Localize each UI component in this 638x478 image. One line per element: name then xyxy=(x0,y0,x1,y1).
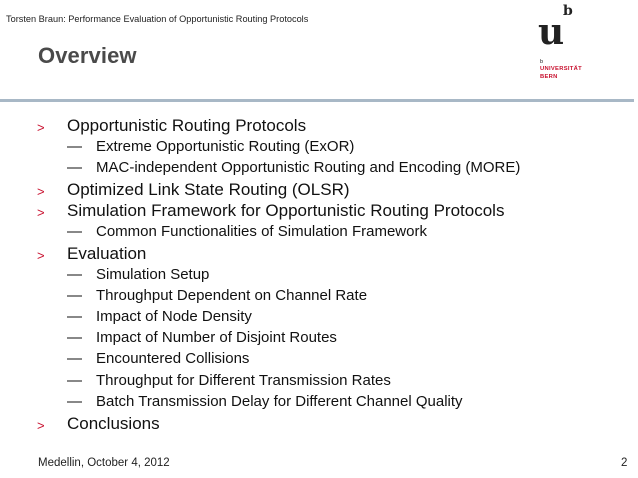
sub-bullet-dash: — xyxy=(67,137,82,155)
sub-bullet-dash: — xyxy=(67,158,82,176)
bullet-marker: > xyxy=(37,248,45,264)
bullet-item: Evaluation xyxy=(67,244,147,264)
footer-date: Medellin, October 4, 2012 xyxy=(38,457,170,469)
slide-title: Overview xyxy=(38,43,137,68)
sub-bullet-item: Simulation Setup xyxy=(96,265,210,283)
university-logo xyxy=(538,4,608,84)
logo-superscript-b: b xyxy=(563,3,573,19)
page-number: 2 xyxy=(621,457,628,469)
logo-ub-glyph: u xyxy=(538,11,565,53)
sub-bullet-item: Impact of Number of Disjoint Routes xyxy=(96,329,337,347)
sub-bullet-dash: — xyxy=(67,329,82,347)
bullet-item: Optimized Link State Routing (OLSR) xyxy=(67,179,350,199)
sub-bullet-item: Impact of Node Density xyxy=(96,308,252,325)
sub-bullet-dash: — xyxy=(67,392,82,410)
sub-bullet-dash: — xyxy=(67,371,82,389)
logo-small-b: b xyxy=(540,59,544,65)
bullet-marker: > xyxy=(37,205,45,221)
bullet-item: Conclusions xyxy=(67,414,160,433)
sub-bullet-dash: — xyxy=(67,286,82,304)
sub-bullet-dash: — xyxy=(67,265,82,283)
bullet-marker: > xyxy=(37,120,45,135)
running-header: Torsten Braun: Performance Evaluation of Opportunistic Routing Protocols xyxy=(6,14,309,24)
title-divider xyxy=(0,99,634,102)
sub-bullet-dash: — xyxy=(67,308,82,325)
sub-bullet-item: Batch Transmission Delay for Different Channel Quality xyxy=(96,392,463,410)
logo-bern: BERN xyxy=(540,74,558,80)
sub-bullet-item: Throughput for Different Transmission Rates xyxy=(96,371,391,389)
sub-bullet-dash: — xyxy=(67,350,82,368)
bullet-item: Simulation Framework for Opportunistic Routing Protocols xyxy=(67,201,505,221)
sub-bullet-item: Extreme Opportunistic Routing (ExOR) xyxy=(96,137,355,155)
logo-universitaet: UNIVERSITÄT xyxy=(540,66,582,72)
bullet-marker: > xyxy=(37,418,45,433)
sub-bullet-item: MAC-independent Opportunistic Routing and Encoding (MORE) xyxy=(96,158,521,176)
sub-bullet-item: Common Functionalities of Simulation Framework xyxy=(96,222,427,240)
sub-bullet-item: Encountered Collisions xyxy=(96,350,250,368)
bullet-item: Opportunistic Routing Protocols xyxy=(67,116,307,135)
sub-bullet-item: Throughput Dependent on Channel Rate xyxy=(96,286,368,304)
sub-bullet-dash: — xyxy=(67,222,82,240)
bullet-marker: > xyxy=(37,183,45,199)
